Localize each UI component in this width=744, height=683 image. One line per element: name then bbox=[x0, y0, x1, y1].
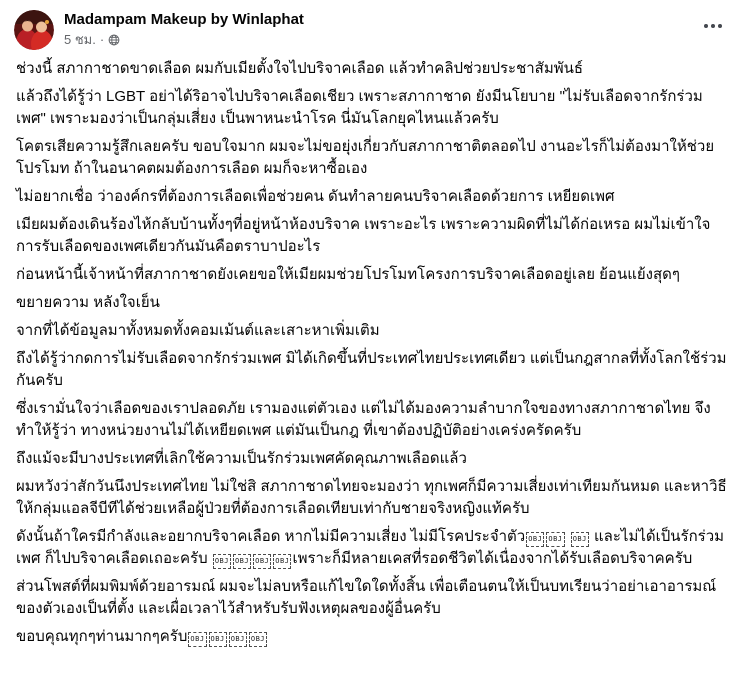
post-paragraph: ดังนั้นถ้าใครมีกำลังและอยากบริจาคเลือด หากไม่มีความเสี่ยง ไม่มีโรคประจำตัว OBJ OBJ OBJ และไม่ได้เป็นรักร่วมเพศ ก็ไปบริจาคเลือดเถอะครับ OBJ OBJ OBJ OBJ เพราะก็มีหลายเคสที่รอดชีวิตได้เนื่องจากได้รับเลือดบริจาคครับ bbox=[16, 528, 725, 567]
missing-emoji-placeholder: OBJ bbox=[249, 632, 267, 647]
post-meta bbox=[64, 31, 698, 48]
missing-emoji-placeholder: OBJ bbox=[273, 554, 291, 569]
post-paragraph: ถึงได้รู้ว่ากดการไม่รับเลือดจากรักร่วมเพศ มิได้เกิดขึ้นที่ประเทศไทยประเทศเดียว แต่เป็นกฎสากลที่ทั้งโลกใช้ร่วมกันครับ bbox=[16, 350, 727, 389]
avatar[interactable] bbox=[14, 10, 54, 50]
missing-emoji-placeholder: OBJ bbox=[571, 532, 589, 547]
missing-emoji-placeholder: OBJ bbox=[229, 632, 247, 647]
post-paragraph: โคตรเสียความรู้สึกเลยครับ ขอบใจมาก ผมจะไม่ขอยุ่งเกี่ยวกับสภากาชาติตลอดไป งานอะไรก็ไม่ต้องมาให้ช่วยโปรโมท ถ้าในอนาคตผมต้องการเลือด ผมก็จะหาซื้อเอง bbox=[16, 138, 715, 177]
globe-icon bbox=[108, 34, 120, 46]
missing-emoji-placeholder: OBJ bbox=[209, 632, 227, 647]
ellipsis-icon bbox=[711, 24, 715, 28]
post-paragraph: ไม่อยากเชื่อ ว่าองค์กรที่ต้องการเลือดเพื่อช่วยคน ดันทำลายคนบริจาคเลือดด้วยการ เหยียดเพศ bbox=[16, 188, 615, 205]
post-paragraph: จากที่ได้ข้อมูลมาทั้งหมดทั้งคอมเม้นต์และเสาะหาเพิ่มเติม bbox=[16, 322, 380, 339]
missing-emoji-placeholder: OBJ bbox=[546, 532, 564, 547]
post-paragraph: ซึ่งเรามั่นใจว่าเลือดของเราปลอดภัย เรามองแต่ตัวเอง แต่ไม่ได้มองความลำบากใจของทางสภากาชาดไทย จึงทำให้รู้ว่า ทางหน่วยงานไม่ได้เหยียดเพศ แต่มันเป็นกฎ ที่เขาต้องปฏิบัติอย่างเคร่งครัดครับ bbox=[16, 400, 711, 439]
post-paragraph: ผมหวังว่าสักวันนึงประเทศไทย ไม่ใช่สิ สภากาชาดไทยจะมองว่า ทุกเพศก็มีความเสี่ยงเท่าเทียมกันหมด และหาวิธีให้กลุ่มแอลจีบีทีได้ช่วยเหลือผู้ป่วยที่ต้องการเลือดเทียบเท่ากับชายจริงหญิงแท้ครับ bbox=[16, 478, 727, 517]
post-paragraph: ถึงแม้จะมีบางประเทศที่เลิกใช้ความเป็นรักร่วมเพศคัดคุณภาพเลือดแล้ว bbox=[16, 450, 467, 467]
avatar-photo bbox=[14, 10, 54, 50]
post-paragraph: ก่อนหน้านี้เจ้าหน้าที่สภากาชาดยังเคยขอให้เมียผมช่วยโปรโมทโครงการบริจาคเลือดอยู่เลย ย้อนแย้งสุดๆ bbox=[16, 266, 680, 283]
post-header bbox=[0, 0, 744, 56]
missing-emoji-placeholder: OBJ bbox=[526, 532, 544, 547]
ellipsis-icon bbox=[704, 24, 708, 28]
post-paragraph: ช่วงนี้ สภากาชาดขาดเลือด ผมกับเมียตั้งใจไปบริจาคเลือด แล้วทำคลิปช่วยประชาสัมพันธ์ bbox=[16, 60, 584, 77]
post-paragraph: แล้วถึงได้รู้ว่า LGBT อย่าได้ริอาจไปบริจาคเลือดเชียว เพราะสภากาชาด ยังมีนโยบาย "ไม่รับเลือดจากรักร่วมเพศ" เพราะมองว่าเป็นกลุ่มเสี่ยง เป็นพาหนะนำโรค นี่มันโลกยุคไหนแล้วครับ bbox=[16, 88, 703, 127]
more-options-button[interactable] bbox=[698, 18, 728, 34]
missing-emoji-placeholder: OBJ bbox=[213, 554, 231, 569]
ellipsis-icon bbox=[718, 24, 722, 28]
missing-emoji-placeholder: OBJ bbox=[233, 554, 251, 569]
missing-emoji-placeholder: OBJ bbox=[253, 554, 271, 569]
missing-emoji-placeholder: OBJ bbox=[188, 632, 206, 647]
post-paragraph: ส่วนโพสต์ที่ผมพิมพ์ด้วยอารมณ์ ผมจะไม่ลบหรือแก้ไขใดใดทั้งสิ้น เพื่อเตือนตนให้เป็นบทเรียนว่าอย่าเอาอารมณ์ของตัวเองเป็นที่ตั้ง และเผื่อเวลาไว้สำหรับรับฟังเหตุผลของผู้อื่นครับ bbox=[16, 578, 717, 617]
post-paragraph: เมียผมต้องเดินร้องไห้กลับบ้านทั้งๆที่อยู่หน้าห้องบริจาค เพราะอะไร เพราะความผิดที่ไม่ได้ก่อเหรอ ผมไม่เข้าใจ การรับเลือดของเพศเดียวกันมันคือตราบาปอะไร bbox=[16, 216, 715, 255]
header-text bbox=[64, 10, 698, 48]
post-body bbox=[0, 56, 744, 648]
timestamp[interactable]: 5 ชม. bbox=[64, 32, 96, 47]
page-name[interactable]: Madampam Makeup by Winlaphat bbox=[64, 11, 304, 28]
meta-separator: · bbox=[99, 32, 105, 47]
post-paragraph: ขอบคุณทุกๆท่านมากๆครับ OBJ OBJ OBJ OBJ bbox=[16, 628, 266, 645]
post-paragraph: ขยายความ หลังใจเย็น bbox=[16, 294, 160, 311]
